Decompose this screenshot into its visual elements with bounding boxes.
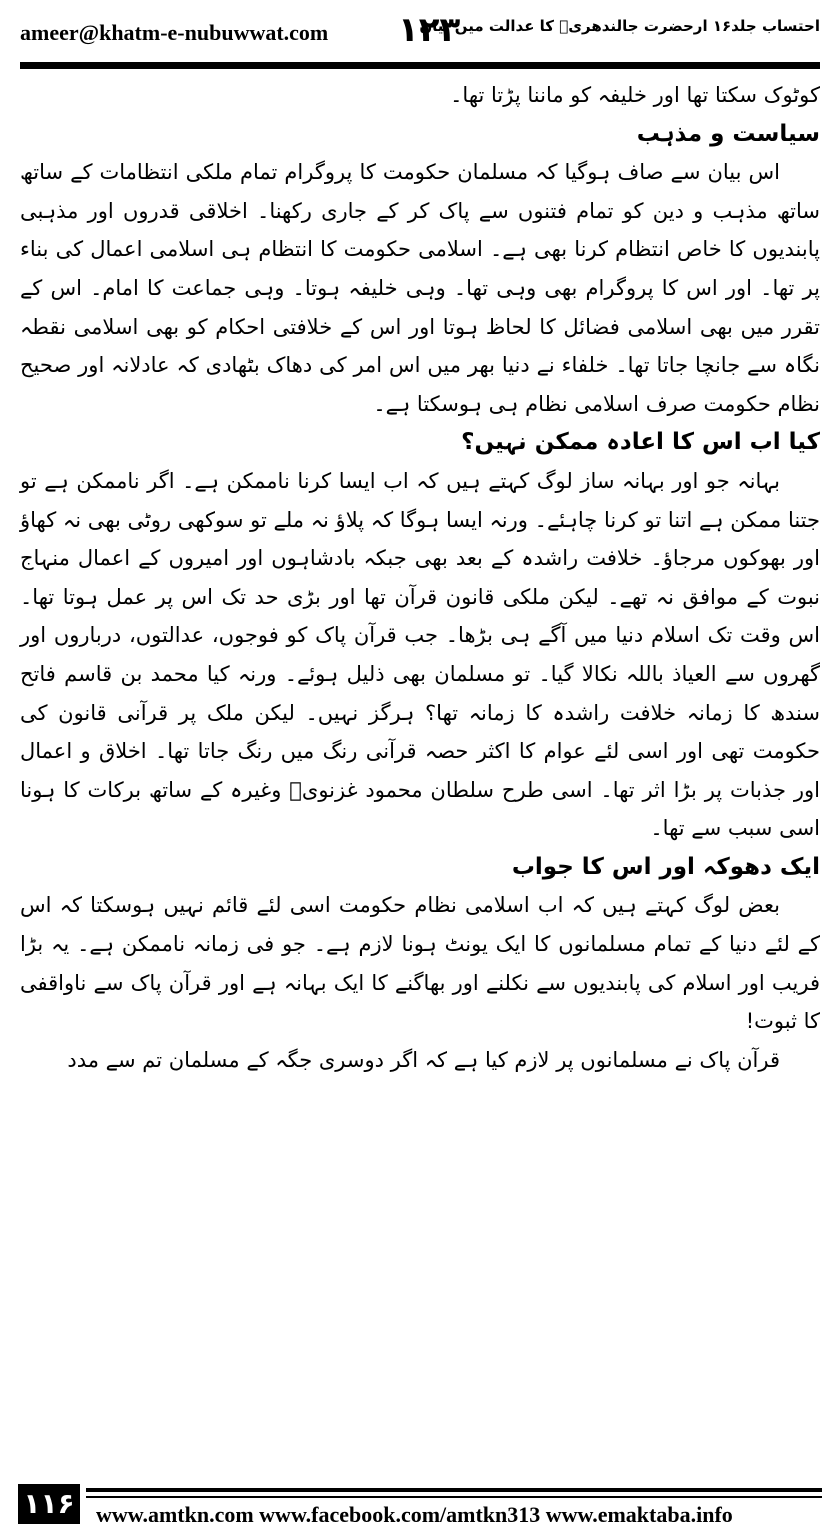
footer-rule-thin	[86, 1496, 822, 1498]
page-content	[20, 76, 820, 1079]
page-footer	[0, 1480, 840, 1540]
heading-deception-answer: ایک دھوکہ اور اس کا جواب	[511, 853, 820, 880]
header-title: احتساب جلد۱۶ ارحضرت جالندھریؒ کا عدالت میں بیان	[419, 17, 820, 35]
paragraph-1: اس بیان سے صاف ہوگیا کہ مسلمان حکومت کا پروگرام تمام ملکی انتظامات کے ساتھ ساتھ مذہب و دین کو تمام فتنوں سے پاک کر کے جاری رکھنا۔ اخلاقی قدروں اور مذہبی پابندیوں کا خاص انتظام کرنا بھی ہے۔ اسلامی حکومت کا انتظام ہی اسلامی اعمال کی بناء پر تھا۔ اور اس کا پروگرام بھی وہی تھا۔ وہی خلیفہ ہوتا۔ وہی جماعت کا امام۔ اس کے تقرر میں بھی اسلامی فضائل کا لحاظ ہوتا اور اس کے خلافتی احکام کو بھی اسلامی نقطہ نگاہ سے جانچا جاتا تھا۔ خلفاء نے دنیا بھر میں اس امر کی دھاک بٹھادی کہ عادلانہ اور صحیح نظام حکومت صرف اسلامی نظام ہی ہوسکتا ہے۔	[20, 160, 820, 416]
footer-links: www.amtkn.com www.facebook.com/amtkn313 www.emaktaba.info	[96, 1502, 733, 1527]
page-header	[0, 0, 840, 60]
paragraph-3: بعض لوگ کہتے ہیں کہ اب اسلامی نظام حکومت اسی لئے قائم نہیں ہوسکتا کہ اس کے لئے دنیا کے تمام مسلمانوں کا ایک یونٹ ہونا لازم ہے۔ جو فی زمانہ ناممکن ہے۔ یہ بڑا فریب اور اسلام کی پابندیوں سے نکلنے اور بھاگنے کا ایک بہانہ ہے اور قرآن پاک سے ناواقفی کا ثبوت!	[20, 893, 820, 1034]
paragraph-continued: کوٹوک سکتا تھا اور خلیفہ کو ماننا پڑتا تھا۔	[450, 83, 820, 107]
paragraph-4: قرآن پاک نے مسلمانوں پر لازم کیا ہے کہ اگر دوسری جگہ کے مسلمان تم سے مدد	[67, 1047, 780, 1072]
header-page-number: ۱۲۳	[398, 10, 461, 50]
heading-restoration-possible: کیا اب اس کا اعادہ ممکن نہیں؟	[461, 429, 820, 456]
footer-page-number: ۱۱۶	[18, 1484, 80, 1524]
header-email: ameer@khatm-e-nubuwwat.com	[20, 20, 329, 45]
footer-rule-thick	[86, 1488, 822, 1492]
heading-politics-religion: سیاست و مذہب	[636, 120, 820, 147]
paragraph-2: بہانہ جو اور بہانہ ساز لوگ کہتے ہیں کہ اب ایسا کرنا ناممکن ہے۔ اگر ناممکن ہے تو جتنا ممکن ہے اتنا تو کرنا چاہئے۔ ورنہ ایسا ہوگا کہ پلاؤ نہ ملے تو سوکھی روٹی بھی نہ کھاؤ اور بھوکوں مرجاؤ۔ خلافت راشدہ کے بعد بھی جبکہ بادشاہوں اور امیروں کے اعمال منہاج نبوت کے موافق نہ تھے۔ لیکن ملکی قانون قرآن تھا اور بڑی حد تک اس پر عمل ہوتا تھا۔ اس وقت تک اسلام دنیا میں آگے ہی بڑھا۔ جب قرآن پاک کو فوجوں، عدالتوں، درباروں اور گھروں سے العیاذ باللہ نکالا گیا۔ تو مسلمان بھی ذلیل ہوئے۔ ورنہ کیا محمد بن قاسم فاتح سندھ کا زمانہ خلافت راشدہ کا زمانہ تھا؟ ہرگز نہیں۔ لیکن ملک پر قرآنی قانون کی حکومت تھی اور اسی لئے عوام کا اکثر حصہ قرآنی رنگ میں رنگ جاتا تھا۔ اخلاق و اعمال اور جذبات پر بڑا اثر تھا۔ اسی طرح سلطان محمود غزنویؒ وغیرہ کے ساتھ برکات کا ہونا اسی سبب سے تھا۔	[20, 468, 820, 841]
header-rule	[20, 62, 820, 69]
